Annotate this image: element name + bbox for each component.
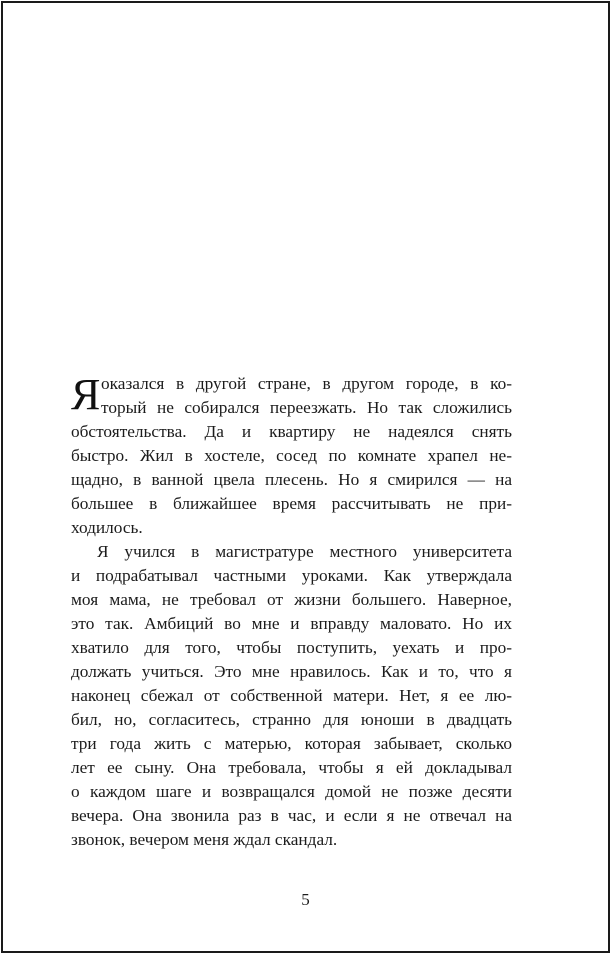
text-line: должать учиться. Это мне нравилось. Как и то, что я [71,662,512,681]
text-line: три года жить с матерью, которая забывает, сколько [71,734,512,753]
text-line: Я учился в магистратуре местного университета [97,542,512,561]
text-line: щадно, в ванной цвела плесень. Но я смирился — на [71,470,512,489]
page-number: 5 [301,890,310,909]
text-line: большее в ближайшее время рассчитывать не при- [71,494,512,513]
text-line: вечера. Она звонила раз в час, и если я не отвечал на [71,806,512,825]
text-line: ходилось. [71,518,143,537]
book-page [1,1,610,953]
text-line: оказался в другой стране, в другом городе, в ко- [101,374,512,393]
text-line: это так. Амбиций во мне и вправду маловато. Но их [71,614,512,633]
drop-cap: Я [71,370,101,419]
text-line: звонок, вечером меня ждал скандал. [71,830,338,849]
text-line: и подрабатывал частными уроками. Как утверждала [71,566,512,585]
text-line: о каждом шаге и возвращался домой не позже десяти [71,782,512,801]
text-line: быстро. Жил в хостеле, сосед по комнате храпел не- [71,446,512,465]
text-line: наконец сбежал от собственной матери. Нет, я ее лю- [71,686,512,705]
text-line: бил, но, согласитесь, странно для юноши в двадцать [71,710,512,729]
text-line: моя мама, не требовал от жизни большего. Наверное, [71,590,512,609]
text-line: хватило для того, чтобы поступить, уехать и про- [71,638,512,657]
text-line: торый не собирался переезжать. Но так сложились [101,398,512,417]
text-line: лет ее сыну. Она требовала, чтобы я ей докладывал [71,758,512,777]
text-line: обстоятельства. Да и квартиру не надеялся снять [71,422,512,441]
